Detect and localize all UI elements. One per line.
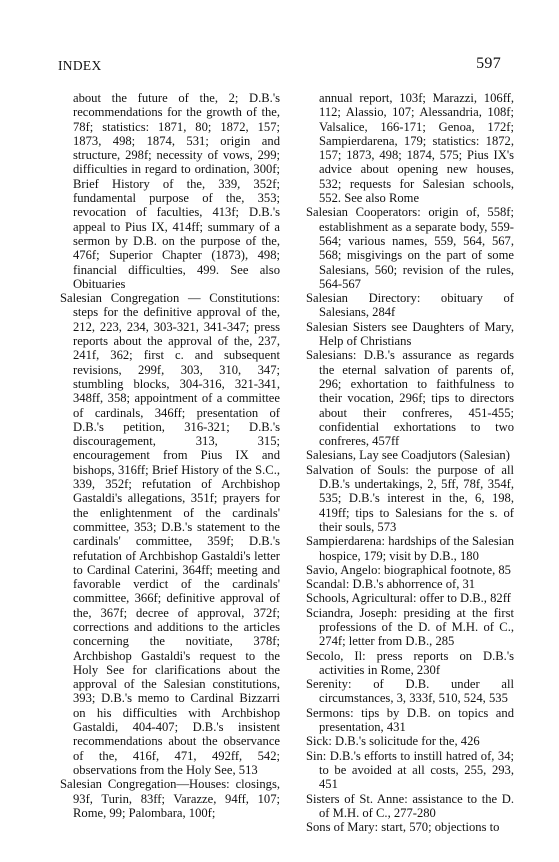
index-entry: Salesian Directory: obituary of Salesians, 284f [306, 291, 514, 320]
index-entry: Savio, Angelo: biographical footnote, 85 [306, 562, 511, 577]
index-entry: Sons of Mary: start, 570; objections to [306, 820, 500, 835]
index-entry: Salvation of Souls: the purpose of all D.B.'s undertakings, 2, 5ff, 78f, 354f, 535; D.B.'s interest in the, 6, 198, 419ff; tips to Salesians for the s. of their souls, 573 [306, 462, 514, 534]
index-entry: Sermons: tips by D.B. on topics and presentation, 431 [306, 705, 514, 735]
index-entry: annual report, 103f; Marazzi, 106ff, 112; Alassio, 107; Alessandria, 108f; Valsalice, 166-171; Genoa, 172f; Sampierdarena, 179; statistics: 1872, 157; 1873, 498; 1874, 575; Pius IX's advice about opening new houses, 532; requests for Salesian schools, 552. See also Rome [319, 91, 514, 206]
index-entry: Salesian Cooperators: origin of, 558f; establishment as a separate body, 559-564; various names, 559, 564, 567, 568; misgivings on the part of some Salesians, 560; revision of the rules, 564-567 [306, 205, 514, 291]
index-entry: Sampierdarena: hardships of the Salesian hospice, 179; visit by D.B., 180 [306, 534, 514, 563]
page-number: 597 [476, 55, 501, 72]
index-entry: about the future of the, 2; D.B.'s recommendations for the growth of the, 78f; statistics: 1871, 80; 1872, 157; 1873, 498; 1874, 531; origin and structure, 298f; necessity of vows, 299; difficulties in regard to ordination, 300f; Brief History of the, 339, 352f; fundamental purpose of the, 353; revocation of faculties, 413f; D.B.'s appeal to Pius IX, 414ff; summary of a sermon by D.B. on the purpose of the, 476f; Superior Chapter (1873), 498; financial difficulties, 499. See also Obituaries [73, 91, 280, 291]
index-entry: Salesian Congregation—Houses: closings, 93f, Turin, 83ff; Varazze, 94ff, 107; Rome, 99; Palombara, 100f; [60, 777, 280, 820]
index-entry: Secolo, Il: press reports on D.B.'s activities in Rome, 230f [306, 648, 514, 677]
index-entry: Sin: D.B.'s efforts to instill hatred of, 34; to be avoided at all costs, 255, 293, 451 [306, 748, 514, 792]
index-entry: Scandal: D.B.'s abhorrence of, 31 [306, 577, 476, 592]
index-column-left [60, 91, 280, 820]
index-entry: Sisters of St. Anne: assistance to the D. of M.H. of C., 277-280 [306, 791, 514, 820]
index-entry: Sick: D.B.'s solicitude for the, 426 [306, 734, 480, 749]
index-entry: Salesians: D.B.'s assurance as regards the eternal salvation of parents of, 296; exhortation to faithfulness to their vocation, 296f; tips to directors about their confreres, 451-455; confidential exhortations to two confreres, 457ff [306, 348, 514, 449]
index-entry: Sciandra, Joseph: presiding at the first professions of the D. of M.H. of C., 274f; letter from D.B., 285 [306, 605, 514, 649]
index-entry: Serenity: of D.B. under all circumstances, 3, 333f, 510, 524, 535 [306, 677, 514, 706]
running-head-title: INDEX [58, 58, 102, 73]
index-entry: Salesians, Lay see Coadjutors (Salesian) [306, 448, 510, 463]
index-column-right [306, 91, 514, 834]
index-entry: Salesian Sisters see Daughters of Mary, Help of Christians [306, 319, 514, 349]
index-entry: Schools, Agricultural: offer to D.B., 82ff [306, 591, 511, 606]
index-entry: Salesian Congregation — Constitutions: steps for the definitive approval of the, 212, 223, 234, 303-321, 341-347; press reports about the approval of the, 237, 241f, 362; first c. and subsequent revisions, 299f, 303, 310, 347; stumbling blocks, 304-316, 321-341, 348ff, 358; appointment of a committee of cardinals, 346ff; presentation of D.B.'s petition, 316-321; D.B.'s discouragement, 313, 315; encouragement from Pius IX and bishops, 316ff; Brief History of the S.C., 339, 352f; refutation of Archbishop Gastaldi's allegations, 351f; prayers for the enlightenment of the cardinals' committee, 353; D.B.'s statement to the cardinals' committee, 359f; D.B.'s refutation of Archbishop Gastaldi's letter to Cardinal Caterini, 364ff; meeting and favorable verdict of the cardinals' committee, 366f; definitive approval of the, 367f; decree of approval, 372f; corrections and additions to the articles concerning the novitiate, 378f; Archbishop Gastaldi's request to the Holy See for clarifications about the approval of the Salesian constitutions, 393; D.B.'s memo to Cardinal Bizzarri on his difficulties with Archbishop Gastaldi, 404-407; D.B.'s insistent recommendations about the observance of the, 416f, 471, 492ff, 542; observations from the Holy See, 513 [60, 291, 280, 777]
